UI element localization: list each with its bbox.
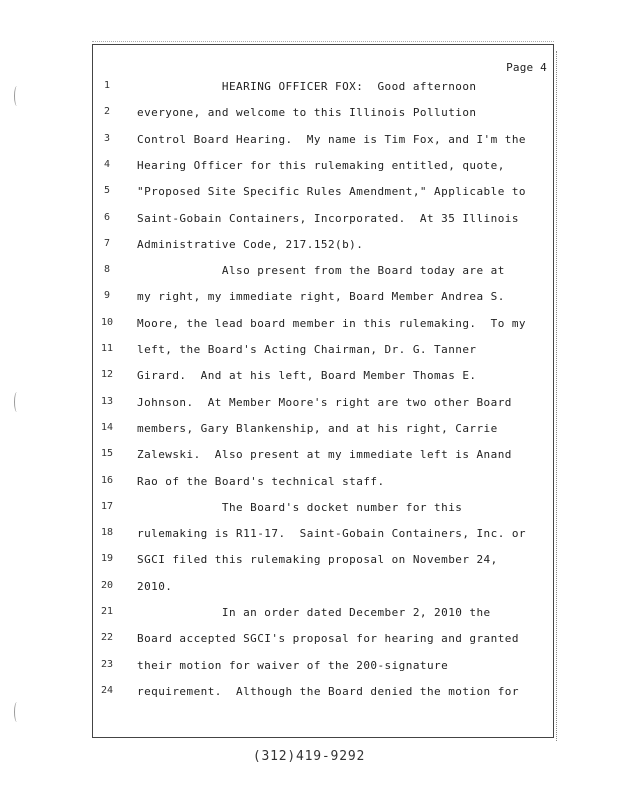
transcript-line <box>93 133 553 149</box>
transcript-line <box>93 527 553 543</box>
transcript-line <box>93 264 553 280</box>
line-number: 4 <box>103 158 111 170</box>
line-text: Zalewski. Also present at my immediate left is Anand <box>137 448 512 462</box>
line-number: 10 <box>100 316 114 328</box>
line-number: 13 <box>100 395 114 407</box>
transcript-line <box>93 238 553 254</box>
transcript-line <box>93 685 553 701</box>
line-text: left, the Board's Acting Chairman, Dr. G. Tanner <box>137 343 477 356</box>
line-number: 17 <box>100 500 114 512</box>
line-text: Johnson. At Member Moore's right are two other Board <box>137 395 512 409</box>
transcript-line <box>93 580 553 596</box>
line-number: 21 <box>100 606 114 617</box>
line-text: 2010. <box>137 579 173 593</box>
binding-hole-mark <box>14 86 20 106</box>
line-number: 23 <box>100 658 114 670</box>
line-text: The Board's docket number for this <box>137 500 463 514</box>
line-number: 1 <box>103 80 111 91</box>
line-text: Rao of the Board's technical staff. <box>137 474 385 488</box>
transcript-line <box>93 659 553 675</box>
line-text: SGCI filed this rulemaking proposal on November 24, <box>137 553 498 567</box>
line-number: 15 <box>100 448 114 460</box>
transcript-line <box>93 422 553 438</box>
transcript-line <box>93 606 553 622</box>
line-text: my right, my immediate right, Board Member Andrea S. <box>137 290 505 304</box>
transcript-line <box>93 212 553 228</box>
line-text: Also present from the Board today are at <box>137 264 505 278</box>
line-text: rulemaking is R11-17. Saint-Gobain Containers, Inc. or <box>137 527 526 541</box>
line-text: HEARING OFFICER FOX: Good afternoon <box>137 80 477 93</box>
transcript-line <box>93 396 553 412</box>
transcript-line <box>93 501 553 517</box>
line-number: 19 <box>100 553 114 565</box>
transcript-line <box>93 290 553 306</box>
line-text: members, Gary Blankenship, and at his right, Carrie <box>137 421 498 435</box>
line-text: Girard. And at his left, Board Member Thomas E. <box>137 369 477 383</box>
line-text: Saint-Gobain Containers, Incorporated. At 35 Illinois <box>137 211 519 225</box>
line-number: 9 <box>103 290 111 302</box>
transcript-line <box>93 317 553 333</box>
line-text: "Proposed Site Specific Rules Amendment," Applicable to <box>137 185 526 199</box>
line-number: 22 <box>100 632 114 644</box>
line-text: their motion for waiver of the 200-signature <box>137 658 449 672</box>
line-text: Hearing Officer for this rulemaking entitled, quote, <box>137 158 505 172</box>
binding-hole-mark <box>14 702 20 722</box>
line-text: requirement. Although the Board denied the motion for <box>137 684 519 698</box>
line-text: Administrative Code, 217.152(b). <box>137 237 364 251</box>
transcript-page <box>92 44 554 738</box>
line-number: 18 <box>100 527 114 539</box>
line-text: everyone, and welcome to this Illinois Pollution <box>137 106 477 120</box>
line-number: 7 <box>103 237 111 249</box>
page-number: Page 4 <box>506 61 547 74</box>
transcript-line <box>93 80 553 96</box>
line-text: Control Board Hearing. My name is Tim Fox, and I'm the <box>137 132 526 146</box>
line-number: 8 <box>103 264 111 276</box>
transcript-line <box>93 632 553 648</box>
line-text: Board accepted SGCI's proposal for hearing and granted <box>137 632 519 646</box>
line-number: 3 <box>103 132 111 144</box>
top-edge-dots <box>92 41 554 42</box>
line-number: 2 <box>103 106 111 118</box>
line-text: In an order dated December 2, 2010 the <box>137 606 491 619</box>
transcript-line <box>93 343 553 359</box>
line-number: 12 <box>100 369 114 381</box>
transcript-line <box>93 448 553 464</box>
line-number: 6 <box>103 211 111 223</box>
line-number: 16 <box>100 474 114 486</box>
transcript-line <box>93 475 553 491</box>
footer-phone: (312)419-9292 <box>252 749 366 764</box>
line-number: 14 <box>100 421 114 433</box>
line-number: 20 <box>100 579 114 591</box>
line-number: 5 <box>103 185 111 197</box>
transcript-line <box>93 553 553 569</box>
line-number: 11 <box>100 343 114 354</box>
transcript-line <box>93 185 553 201</box>
transcript-line <box>93 369 553 385</box>
binding-hole-mark <box>14 392 20 412</box>
transcript-line <box>93 106 553 122</box>
line-text: Moore, the lead board member in this rulemaking. To my <box>137 316 526 330</box>
line-number: 24 <box>100 684 114 696</box>
transcript-line <box>93 159 553 175</box>
